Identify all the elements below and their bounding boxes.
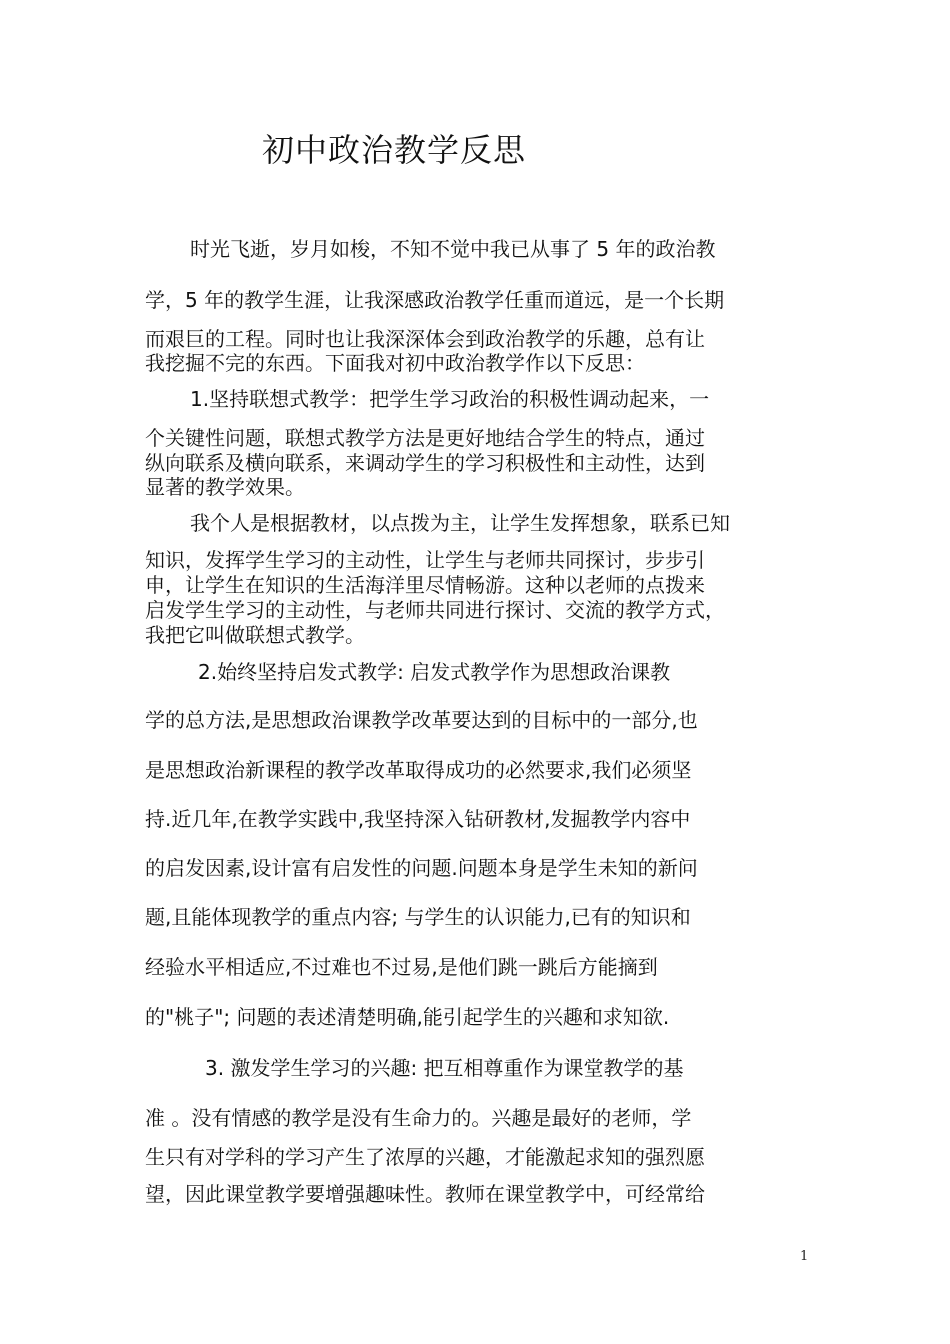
body-line: 经验水平相适应,不过难也不过易,是他们跳一跳后方能摘到 bbox=[145, 955, 658, 979]
body-line: 望，因此课堂教学要增强趣味性。教师在课堂教学中，可经常给 bbox=[145, 1182, 705, 1206]
body-line: 而艰巨的工程。同时也让我深深体会到政治教学的乐趣，总有让 bbox=[145, 327, 705, 351]
document-title: 初中政治教学反思 bbox=[262, 131, 527, 169]
body-line: 1.坚持联想式教学：把学生学习政治的积极性调动起来，一 bbox=[190, 387, 710, 411]
body-line: 时光飞逝，岁月如梭，不知不觉中我已从事了 5 年的政治教 bbox=[190, 237, 716, 261]
body-line: 申，让学生在知识的生活海洋里尽情畅游。这种以老师的点拨来 bbox=[145, 573, 705, 597]
body-line: 我把它叫做联想式教学。 bbox=[145, 623, 365, 647]
body-line: 显著的教学效果。 bbox=[145, 475, 305, 499]
body-line: 启发学生学习的主动性，与老师共同进行探讨、交流的教学方式， bbox=[145, 598, 725, 622]
body-line: 持.近几年,在教学实践中,我坚持深入钻研教材,发掘教学内容中 bbox=[145, 807, 691, 831]
body-line: 我个人是根据教材，以点拨为主，让学生发挥想象，联系已知 bbox=[190, 511, 730, 535]
body-line: 知识，发挥学生学习的主动性，让学生与老师共同探讨，步步引 bbox=[145, 548, 705, 572]
body-line: 是思想政治新课程的教学改革取得成功的必然要求,我们必须坚 bbox=[145, 758, 692, 782]
body-line: 生只有对学科的学习产生了浓厚的兴趣，才能激起求知的强烈愿 bbox=[145, 1145, 705, 1169]
body-line: 的"桃子"; 问题的表述清楚明确,能引起学生的兴趣和求知欲. bbox=[145, 1005, 670, 1029]
body-line: 学，5 年的教学生涯，让我深感政治教学任重而道远，是一个长期 bbox=[145, 288, 725, 312]
body-line: 题,且能体现教学的重点内容; 与学生的认识能力,已有的知识和 bbox=[145, 905, 691, 929]
page-number: 1 bbox=[800, 1249, 809, 1264]
body-line: 学的总方法,是思想政治课教学改革要达到的目标中的一部分,也 bbox=[145, 708, 698, 732]
body-line: 我挖掘不完的东西。下面我对初中政治教学作以下反思： bbox=[145, 351, 645, 375]
body-line: 纵向联系及横向联系，来调动学生的学习积极性和主动性，达到 bbox=[145, 451, 705, 475]
body-line: 3. 激发学生学习的兴趣: 把互相尊重作为课堂教学的基 bbox=[205, 1056, 684, 1080]
body-line: 的启发因素,设计富有启发性的问题.问题本身是学生未知的新问 bbox=[145, 856, 698, 880]
body-line: 2.始终坚持启发式教学: 启发式教学作为思想政治课教 bbox=[198, 660, 671, 684]
body-line: 准 。没有情感的教学是没有生命力的。兴趣是最好的老师，学 bbox=[145, 1106, 692, 1130]
body-line: 个关键性问题，联想式教学方法是更好地结合学生的特点，通过 bbox=[145, 426, 705, 450]
